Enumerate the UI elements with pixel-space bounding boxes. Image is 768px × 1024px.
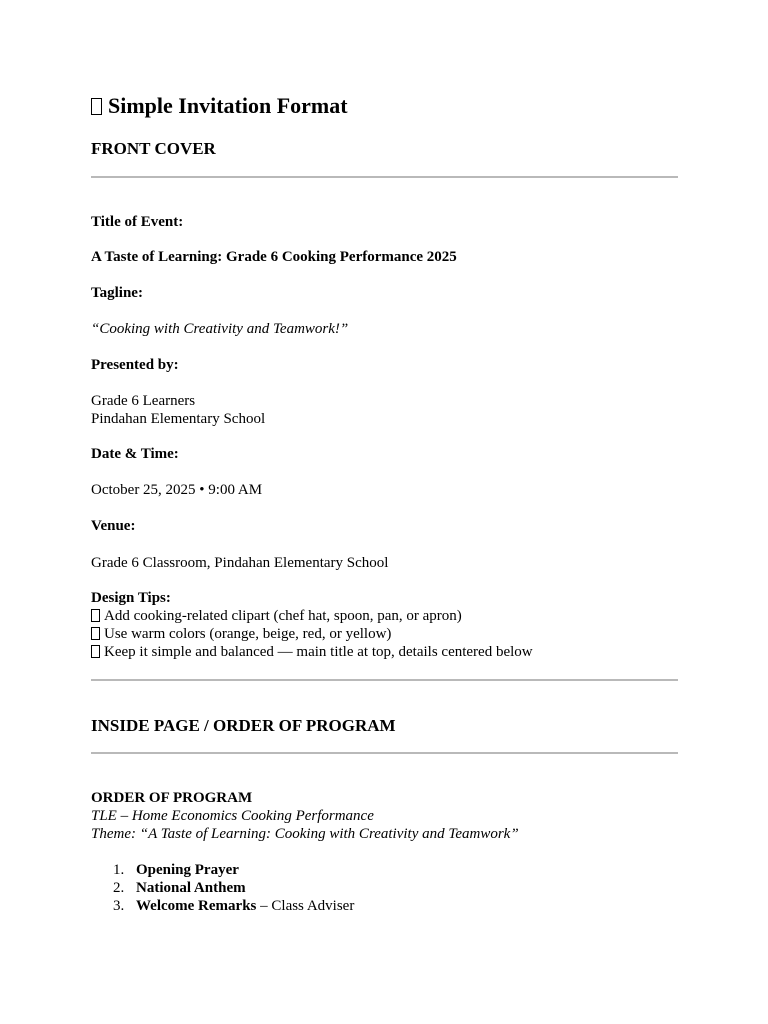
program-list: [91, 861, 354, 915]
program-item-title: Opening Prayer: [136, 862, 239, 878]
design-tip-text: Add cooking-related clipart (chef hat, spoon, pan, or apron): [104, 608, 462, 624]
program-item-number: 3.: [113, 898, 125, 914]
title-of-event-value: A Taste of Learning: Grade 6 Cooking Performance 2025: [91, 249, 457, 265]
missing-glyph-icon: [91, 609, 100, 622]
program-item-title: Welcome Remarks: [136, 898, 257, 914]
program-theme: Theme: “A Taste of Learning: Cooking with Creativity and Teamwork”: [91, 826, 519, 842]
venue-value: Grade 6 Classroom, Pindahan Elementary School: [91, 555, 389, 571]
presented-by-line-1: Grade 6 Learners: [91, 393, 196, 409]
design-tip-item: [91, 643, 533, 661]
missing-glyph-icon: [91, 98, 102, 115]
divider: [91, 679, 678, 681]
program-subject: TLE – Home Economics Cooking Performance: [91, 808, 374, 824]
program-item-detail: – Class Adviser: [256, 898, 355, 914]
program-item: [91, 861, 354, 879]
inside-page-heading: INSIDE PAGE / ORDER OF PROGRAM: [91, 716, 396, 735]
program-item-number: 2.: [113, 880, 125, 896]
venue-label: Venue:: [91, 518, 136, 534]
program-heading: ORDER OF PROGRAM: [91, 790, 253, 806]
program-item: [91, 897, 354, 915]
divider: [91, 176, 678, 178]
title-of-event-label: Title of Event:: [91, 214, 184, 230]
program-item-title: National Anthem: [136, 880, 246, 896]
presented-by-line-2: Pindahan Elementary School: [91, 411, 266, 427]
tagline-value: “Cooking with Creativity and Teamwork!”: [91, 321, 349, 337]
tagline-label: Tagline:: [91, 285, 143, 301]
page-title-text: Simple Invitation Format: [108, 93, 348, 118]
missing-glyph-icon: [91, 627, 100, 640]
missing-glyph-icon: [91, 645, 100, 658]
design-tip-text: Use warm colors (orange, beige, red, or yellow): [104, 626, 392, 642]
program-item-number: 1.: [113, 862, 125, 878]
program-item: [91, 879, 354, 897]
presented-by-label: Presented by:: [91, 357, 179, 373]
design-tips-label: Design Tips:: [91, 590, 171, 606]
divider: [91, 752, 678, 754]
date-time-label: Date & Time:: [91, 446, 179, 462]
design-tip-item: [91, 607, 462, 625]
front-cover-heading: FRONT COVER: [91, 139, 216, 158]
date-time-value: October 25, 2025 • 9:00 AM: [91, 482, 263, 498]
design-tip-item: [91, 625, 391, 643]
page-title: [91, 93, 348, 119]
design-tip-text: Keep it simple and balanced — main title at top, details centered below: [104, 644, 533, 660]
